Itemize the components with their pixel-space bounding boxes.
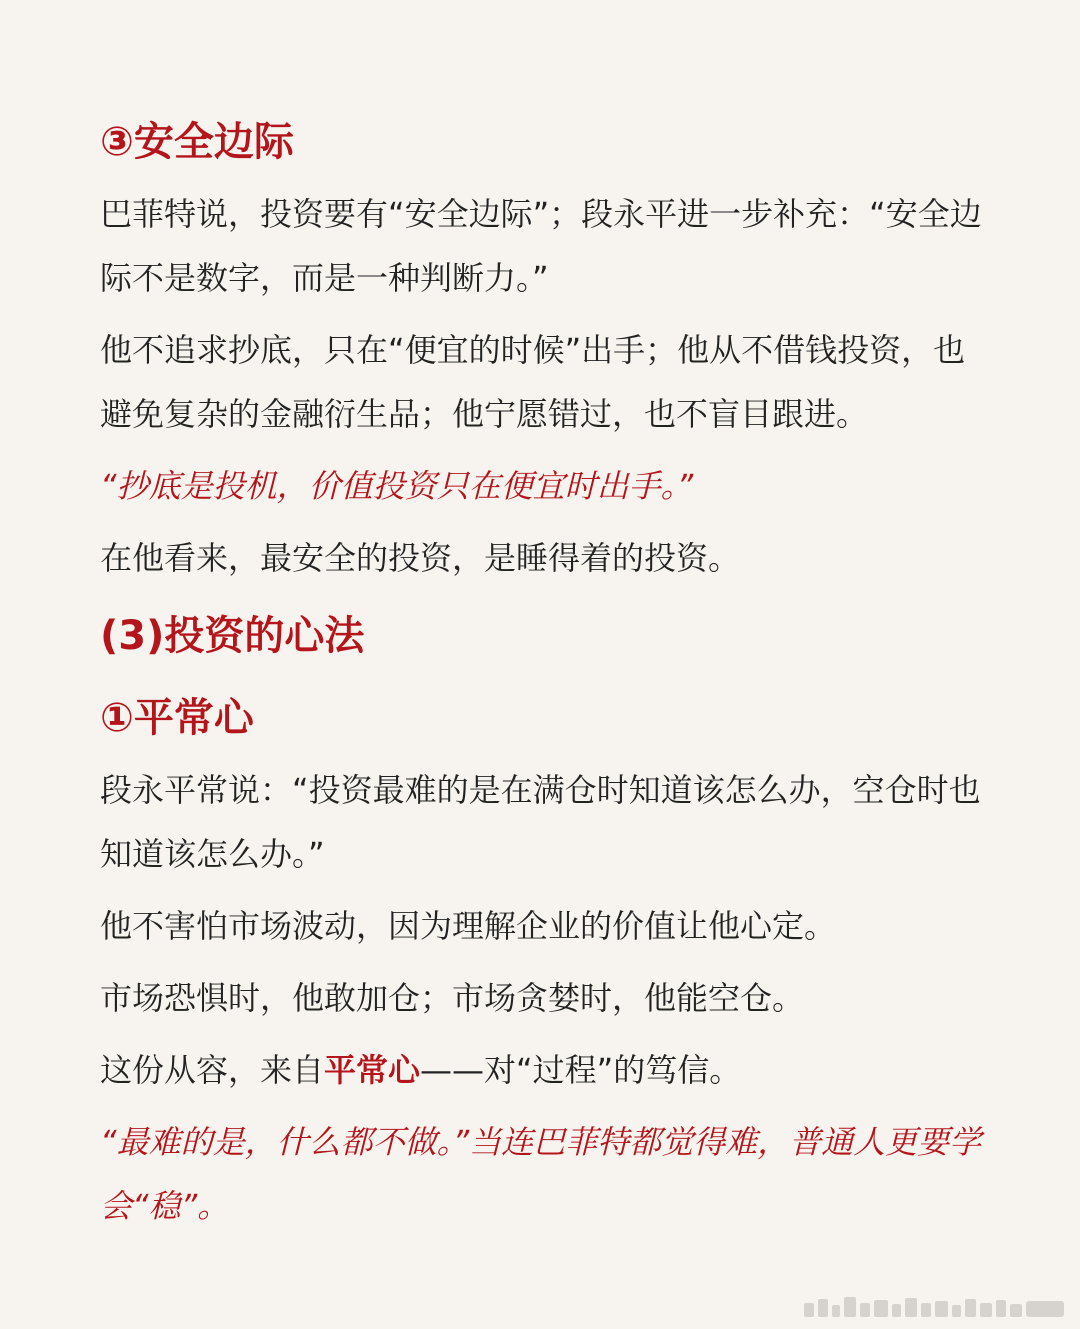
watermark-icon [804,1295,1066,1317]
section-heading-safety-margin: ③安全边际 [100,119,294,165]
calm-text-after: ——对“过程”的笃信。 [420,1051,742,1089]
paragraph-calm-mind-3: 市场恐惧时，他敢加仓；市场贪婪时，他能空仓。 [100,979,805,1017]
paragraph-safety-margin-3: 在他看来，最安全的投资，是睡得着的投资。 [100,539,741,577]
quote-doing-nothing: “最难的是，什么都不做。”当连巴菲特都觉得难，普通人更要学会“稳”。 [100,1123,982,1225]
paragraph-calm-mind-2: 他不害怕市场波动，因为理解企业的价值让他心定。 [100,907,837,945]
quote-bottom-fishing: “抄底是投机，价值投资只在便宜时出手。” [100,467,694,505]
calm-text-before: 这份从容，来自 [100,1051,325,1089]
calm-mind-highlight: 平常心 [324,1051,421,1089]
section-heading-calm-mind: ①平常心 [100,695,254,741]
paragraph-safety-margin-1: 巴菲特说，投资要有“安全边际”；段永平进一步补充：“安全边际不是数字，而是一种判断力。” [100,195,982,297]
paragraph-safety-margin-2: 他不追求抄底，只在“便宜的时候”出手；他从不借钱投资，也避免复杂的金融衍生品；他宁愿错过，也不盲目跟进。 [100,331,966,433]
section-heading-mindset: (3)投资的心法 [100,613,365,659]
article-body [100,110,995,1238]
paragraph-calm-mind-1: 段永平常说：“投资最难的是在满仓时知道该怎么办，空仓时也知道该怎么办。” [100,771,981,873]
paragraph-calm-mind-4 [100,1038,995,1102]
